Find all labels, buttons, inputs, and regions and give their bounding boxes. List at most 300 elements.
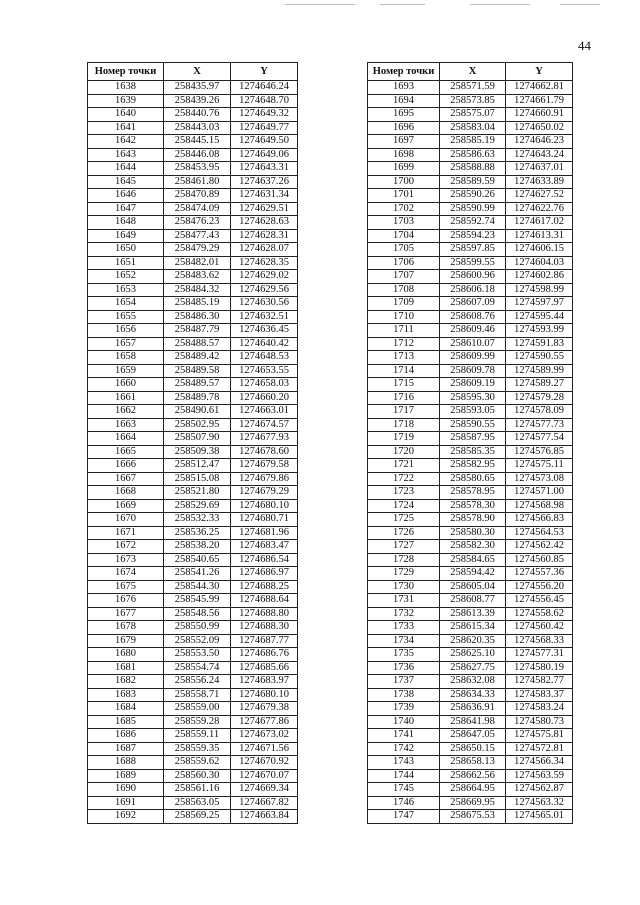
- table-row: [368, 526, 573, 540]
- table-row: [368, 702, 573, 716]
- table-row: [368, 243, 573, 257]
- table-row: [88, 580, 298, 594]
- y-coordinate-cell: 1274593.99: [506, 324, 573, 338]
- table-row: [368, 283, 573, 297]
- table-header-row: [368, 63, 573, 81]
- x-coordinate-cell: 258590.99: [440, 202, 506, 216]
- table-row: [88, 486, 298, 500]
- point-number-cell: 1649: [88, 229, 164, 243]
- x-coordinate-cell: 258488.57: [164, 337, 231, 351]
- point-number-cell: 1678: [88, 621, 164, 635]
- y-coordinate-cell: 1274663.84: [231, 810, 298, 824]
- table-row: [368, 621, 573, 635]
- y-coordinate-cell: 1274686.97: [231, 567, 298, 581]
- table-row: [88, 702, 298, 716]
- table-row: [368, 94, 573, 108]
- point-number-cell: 1740: [368, 715, 440, 729]
- y-coordinate-cell: 1274577.54: [506, 432, 573, 446]
- y-coordinate-cell: 1274578.09: [506, 405, 573, 419]
- x-coordinate-cell: 258585.35: [440, 445, 506, 459]
- y-coordinate-cell: 1274646.23: [506, 135, 573, 149]
- y-coordinate-cell: 1274622.76: [506, 202, 573, 216]
- x-coordinate-cell: 258560.30: [164, 769, 231, 783]
- y-coordinate-cell: 1274678.60: [231, 445, 298, 459]
- y-coordinate-cell: 1274633.89: [506, 175, 573, 189]
- point-number-cell: 1674: [88, 567, 164, 581]
- point-number-cell: 1667: [88, 472, 164, 486]
- point-number-cell: 1704: [368, 229, 440, 243]
- table-row: [88, 499, 298, 513]
- y-coordinate-cell: 1274680.10: [231, 688, 298, 702]
- x-coordinate-cell: 258502.95: [164, 418, 231, 432]
- table-row: [368, 648, 573, 662]
- point-number-cell: 1730: [368, 580, 440, 594]
- y-coordinate-cell: 1274568.98: [506, 499, 573, 513]
- x-coordinate-cell: 258538.20: [164, 540, 231, 554]
- x-coordinate-cell: 258594.23: [440, 229, 506, 243]
- y-coordinate-cell: 1274557.36: [506, 567, 573, 581]
- table-row: [368, 81, 573, 95]
- table-row: [88, 256, 298, 270]
- x-coordinate-cell: 258608.76: [440, 310, 506, 324]
- y-coordinate-cell: 1274576.85: [506, 445, 573, 459]
- x-coordinate-cell: 258586.63: [440, 148, 506, 162]
- y-coordinate-cell: 1274560.42: [506, 621, 573, 635]
- table-row: [368, 148, 573, 162]
- y-coordinate-cell: 1274602.86: [506, 270, 573, 284]
- table-row: [88, 378, 298, 392]
- point-number-cell: 1640: [88, 108, 164, 122]
- y-coordinate-cell: 1274562.42: [506, 540, 573, 554]
- x-coordinate-cell: 258592.74: [440, 216, 506, 230]
- table-row: [88, 405, 298, 419]
- y-coordinate-cell: 1274556.20: [506, 580, 573, 594]
- point-number-cell: 1695: [368, 108, 440, 122]
- y-coordinate-cell: 1274583.37: [506, 688, 573, 702]
- x-coordinate-cell: 258600.96: [440, 270, 506, 284]
- y-coordinate-cell: 1274669.34: [231, 783, 298, 797]
- table-row: [88, 648, 298, 662]
- y-coordinate-cell: 1274670.92: [231, 756, 298, 770]
- table-row: [368, 499, 573, 513]
- y-coordinate-cell: 1274683.47: [231, 540, 298, 554]
- table-row: [368, 729, 573, 743]
- coordinates-table-right: [367, 62, 573, 824]
- y-coordinate-cell: 1274649.77: [231, 121, 298, 135]
- table-row: [368, 162, 573, 176]
- x-coordinate-cell: 258615.34: [440, 621, 506, 635]
- x-coordinate-cell: 258585.19: [440, 135, 506, 149]
- table-row: [88, 432, 298, 446]
- point-number-cell: 1744: [368, 769, 440, 783]
- table-row: [88, 81, 298, 95]
- table-header-row: [88, 63, 298, 81]
- header-x: X: [164, 63, 231, 81]
- table-row: [368, 202, 573, 216]
- y-coordinate-cell: 1274637.26: [231, 175, 298, 189]
- x-coordinate-cell: 258569.25: [164, 810, 231, 824]
- table-row: [368, 756, 573, 770]
- table-row: [88, 270, 298, 284]
- y-coordinate-cell: 1274677.86: [231, 715, 298, 729]
- header-point-number: Номер точки: [368, 63, 440, 81]
- table-row: [368, 175, 573, 189]
- table-row: [368, 540, 573, 554]
- point-number-cell: 1746: [368, 796, 440, 810]
- point-number-cell: 1645: [88, 175, 164, 189]
- table-row: [368, 351, 573, 365]
- x-coordinate-cell: 258553.50: [164, 648, 231, 662]
- point-number-cell: 1700: [368, 175, 440, 189]
- table-row: [368, 688, 573, 702]
- y-coordinate-cell: 1274582.77: [506, 675, 573, 689]
- point-number-cell: 1655: [88, 310, 164, 324]
- x-coordinate-cell: 258453.95: [164, 162, 231, 176]
- point-number-cell: 1694: [368, 94, 440, 108]
- x-coordinate-cell: 258608.77: [440, 594, 506, 608]
- y-coordinate-cell: 1274636.45: [231, 324, 298, 338]
- y-coordinate-cell: 1274606.15: [506, 243, 573, 257]
- point-number-cell: 1686: [88, 729, 164, 743]
- x-coordinate-cell: 258487.79: [164, 324, 231, 338]
- y-coordinate-cell: 1274637.01: [506, 162, 573, 176]
- y-coordinate-cell: 1274648.70: [231, 94, 298, 108]
- x-coordinate-cell: 258594.42: [440, 567, 506, 581]
- table-row: [368, 634, 573, 648]
- y-coordinate-cell: 1274595.44: [506, 310, 573, 324]
- x-coordinate-cell: 258580.30: [440, 526, 506, 540]
- table-row: [368, 432, 573, 446]
- y-coordinate-cell: 1274613.31: [506, 229, 573, 243]
- y-coordinate-cell: 1274628.31: [231, 229, 298, 243]
- y-coordinate-cell: 1274563.32: [506, 796, 573, 810]
- y-coordinate-cell: 1274653.55: [231, 364, 298, 378]
- point-number-cell: 1723: [368, 486, 440, 500]
- y-coordinate-cell: 1274688.30: [231, 621, 298, 635]
- point-number-cell: 1652: [88, 270, 164, 284]
- point-number-cell: 1690: [88, 783, 164, 797]
- point-number-cell: 1647: [88, 202, 164, 216]
- table-row: [88, 594, 298, 608]
- point-number-cell: 1728: [368, 553, 440, 567]
- point-number-cell: 1722: [368, 472, 440, 486]
- x-coordinate-cell: 258532.33: [164, 513, 231, 527]
- x-coordinate-cell: 258561.16: [164, 783, 231, 797]
- x-coordinate-cell: 258485.19: [164, 297, 231, 311]
- y-coordinate-cell: 1274628.07: [231, 243, 298, 257]
- point-number-cell: 1662: [88, 405, 164, 419]
- x-coordinate-cell: 258590.26: [440, 189, 506, 203]
- x-coordinate-cell: 258461.80: [164, 175, 231, 189]
- x-coordinate-cell: 258544.30: [164, 580, 231, 594]
- point-number-cell: 1702: [368, 202, 440, 216]
- table-row: [88, 688, 298, 702]
- table-row: [368, 553, 573, 567]
- table-row: [368, 472, 573, 486]
- y-coordinate-cell: 1274649.06: [231, 148, 298, 162]
- x-coordinate-cell: 258540.65: [164, 553, 231, 567]
- point-number-cell: 1735: [368, 648, 440, 662]
- x-coordinate-cell: 258536.25: [164, 526, 231, 540]
- x-coordinate-cell: 258529.69: [164, 499, 231, 513]
- point-number-cell: 1661: [88, 391, 164, 405]
- table-row: [88, 769, 298, 783]
- scan-artifact-line: [560, 4, 600, 5]
- x-coordinate-cell: 258588.88: [440, 162, 506, 176]
- x-coordinate-cell: 258625.10: [440, 648, 506, 662]
- x-coordinate-cell: 258607.09: [440, 297, 506, 311]
- y-coordinate-cell: 1274628.63: [231, 216, 298, 230]
- table-row: [368, 270, 573, 284]
- y-coordinate-cell: 1274589.27: [506, 378, 573, 392]
- x-coordinate-cell: 258589.59: [440, 175, 506, 189]
- table-row: [368, 297, 573, 311]
- y-coordinate-cell: 1274660.91: [506, 108, 573, 122]
- y-coordinate-cell: 1274640.42: [231, 337, 298, 351]
- point-number-cell: 1641: [88, 121, 164, 135]
- table-row: [368, 796, 573, 810]
- point-number-cell: 1696: [368, 121, 440, 135]
- point-number-cell: 1712: [368, 337, 440, 351]
- y-coordinate-cell: 1274632.51: [231, 310, 298, 324]
- table-row: [88, 810, 298, 824]
- x-coordinate-cell: 258573.85: [440, 94, 506, 108]
- table-row: [368, 405, 573, 419]
- point-number-cell: 1677: [88, 607, 164, 621]
- point-number-cell: 1724: [368, 499, 440, 513]
- x-coordinate-cell: 258545.99: [164, 594, 231, 608]
- y-coordinate-cell: 1274649.32: [231, 108, 298, 122]
- table-row: [368, 256, 573, 270]
- table-row: [88, 121, 298, 135]
- point-number-cell: 1720: [368, 445, 440, 459]
- y-coordinate-cell: 1274688.25: [231, 580, 298, 594]
- table-row: [88, 216, 298, 230]
- table-row: [368, 310, 573, 324]
- y-coordinate-cell: 1274688.64: [231, 594, 298, 608]
- y-coordinate-cell: 1274580.73: [506, 715, 573, 729]
- y-coordinate-cell: 1274617.02: [506, 216, 573, 230]
- y-coordinate-cell: 1274674.57: [231, 418, 298, 432]
- y-coordinate-cell: 1274679.58: [231, 459, 298, 473]
- y-coordinate-cell: 1274686.54: [231, 553, 298, 567]
- x-coordinate-cell: 258587.95: [440, 432, 506, 446]
- x-coordinate-cell: 258559.35: [164, 742, 231, 756]
- point-number-cell: 1729: [368, 567, 440, 581]
- point-number-cell: 1664: [88, 432, 164, 446]
- point-number-cell: 1731: [368, 594, 440, 608]
- y-coordinate-cell: 1274679.38: [231, 702, 298, 716]
- y-coordinate-cell: 1274556.45: [506, 594, 573, 608]
- x-coordinate-cell: 258597.85: [440, 243, 506, 257]
- point-number-cell: 1719: [368, 432, 440, 446]
- point-number-cell: 1679: [88, 634, 164, 648]
- x-coordinate-cell: 258669.95: [440, 796, 506, 810]
- point-number-cell: 1673: [88, 553, 164, 567]
- point-number-cell: 1638: [88, 81, 164, 95]
- y-coordinate-cell: 1274661.79: [506, 94, 573, 108]
- header-point-number: Номер точки: [88, 63, 164, 81]
- x-coordinate-cell: 258439.26: [164, 94, 231, 108]
- x-coordinate-cell: 258610.07: [440, 337, 506, 351]
- x-coordinate-cell: 258575.07: [440, 108, 506, 122]
- y-coordinate-cell: 1274680.10: [231, 499, 298, 513]
- table-row: [88, 283, 298, 297]
- x-coordinate-cell: 258599.55: [440, 256, 506, 270]
- x-coordinate-cell: 258578.90: [440, 513, 506, 527]
- table-row: [88, 661, 298, 675]
- x-coordinate-cell: 258559.62: [164, 756, 231, 770]
- point-number-cell: 1743: [368, 756, 440, 770]
- point-number-cell: 1666: [88, 459, 164, 473]
- table-row: [368, 486, 573, 500]
- table-row: [368, 378, 573, 392]
- header-y: Y: [506, 63, 573, 81]
- point-number-cell: 1681: [88, 661, 164, 675]
- point-number-cell: 1688: [88, 756, 164, 770]
- x-coordinate-cell: 258476.23: [164, 216, 231, 230]
- point-number-cell: 1650: [88, 243, 164, 257]
- point-number-cell: 1642: [88, 135, 164, 149]
- y-coordinate-cell: 1274575.81: [506, 729, 573, 743]
- y-coordinate-cell: 1274670.07: [231, 769, 298, 783]
- y-coordinate-cell: 1274558.62: [506, 607, 573, 621]
- point-number-cell: 1668: [88, 486, 164, 500]
- y-coordinate-cell: 1274673.02: [231, 729, 298, 743]
- table-row: [88, 796, 298, 810]
- y-coordinate-cell: 1274583.24: [506, 702, 573, 716]
- x-coordinate-cell: 258641.98: [440, 715, 506, 729]
- y-coordinate-cell: 1274643.31: [231, 162, 298, 176]
- scan-artifact-line: [285, 4, 355, 5]
- y-coordinate-cell: 1274562.87: [506, 783, 573, 797]
- table-row: [88, 135, 298, 149]
- x-coordinate-cell: 258552.09: [164, 634, 231, 648]
- table-row: [368, 675, 573, 689]
- y-coordinate-cell: 1274646.24: [231, 81, 298, 95]
- table-row: [368, 567, 573, 581]
- y-coordinate-cell: 1274663.01: [231, 405, 298, 419]
- point-number-cell: 1714: [368, 364, 440, 378]
- point-number-cell: 1663: [88, 418, 164, 432]
- header-y: Y: [231, 63, 298, 81]
- y-coordinate-cell: 1274650.02: [506, 121, 573, 135]
- x-coordinate-cell: 258484.32: [164, 283, 231, 297]
- table-row: [88, 418, 298, 432]
- table-row: [368, 418, 573, 432]
- y-coordinate-cell: 1274629.56: [231, 283, 298, 297]
- point-number-cell: 1697: [368, 135, 440, 149]
- table-row: [368, 810, 573, 824]
- y-coordinate-cell: 1274560.85: [506, 553, 573, 567]
- x-coordinate-cell: 258606.18: [440, 283, 506, 297]
- x-coordinate-cell: 258609.99: [440, 351, 506, 365]
- point-number-cell: 1739: [368, 702, 440, 716]
- point-number-cell: 1725: [368, 513, 440, 527]
- x-coordinate-cell: 258559.11: [164, 729, 231, 743]
- table-row: [88, 189, 298, 203]
- x-coordinate-cell: 258609.19: [440, 378, 506, 392]
- y-coordinate-cell: 1274575.11: [506, 459, 573, 473]
- x-coordinate-cell: 258474.09: [164, 202, 231, 216]
- point-number-cell: 1732: [368, 607, 440, 621]
- table-row: [88, 324, 298, 338]
- point-number-cell: 1689: [88, 769, 164, 783]
- point-number-cell: 1707: [368, 270, 440, 284]
- point-number-cell: 1741: [368, 729, 440, 743]
- x-coordinate-cell: 258470.89: [164, 189, 231, 203]
- y-coordinate-cell: 1274662.81: [506, 81, 573, 95]
- table-row: [88, 459, 298, 473]
- x-coordinate-cell: 258584.65: [440, 553, 506, 567]
- point-number-cell: 1676: [88, 594, 164, 608]
- table-row: [88, 675, 298, 689]
- y-coordinate-cell: 1274679.29: [231, 486, 298, 500]
- x-coordinate-cell: 258593.05: [440, 405, 506, 419]
- table-row: [368, 121, 573, 135]
- x-coordinate-cell: 258662.56: [440, 769, 506, 783]
- x-coordinate-cell: 258582.30: [440, 540, 506, 554]
- point-number-cell: 1698: [368, 148, 440, 162]
- table-row: [88, 567, 298, 581]
- x-coordinate-cell: 258440.76: [164, 108, 231, 122]
- table-row: [368, 580, 573, 594]
- x-coordinate-cell: 258563.05: [164, 796, 231, 810]
- y-coordinate-cell: 1274688.80: [231, 607, 298, 621]
- point-number-cell: 1717: [368, 405, 440, 419]
- point-number-cell: 1639: [88, 94, 164, 108]
- y-coordinate-cell: 1274580.19: [506, 661, 573, 675]
- y-coordinate-cell: 1274680.71: [231, 513, 298, 527]
- y-coordinate-cell: 1274685.66: [231, 661, 298, 675]
- table-row: [88, 94, 298, 108]
- table-row: [88, 472, 298, 486]
- scan-artifact-line: [470, 4, 530, 5]
- table-row: [88, 364, 298, 378]
- x-coordinate-cell: 258658.13: [440, 756, 506, 770]
- y-coordinate-cell: 1274643.24: [506, 148, 573, 162]
- y-coordinate-cell: 1274660.20: [231, 391, 298, 405]
- x-coordinate-cell: 258590.55: [440, 418, 506, 432]
- x-coordinate-cell: 258634.33: [440, 688, 506, 702]
- x-coordinate-cell: 258490.61: [164, 405, 231, 419]
- point-number-cell: 1658: [88, 351, 164, 365]
- y-coordinate-cell: 1274566.34: [506, 756, 573, 770]
- point-number-cell: 1691: [88, 796, 164, 810]
- y-coordinate-cell: 1274566.83: [506, 513, 573, 527]
- table-body-right: [368, 81, 573, 824]
- x-coordinate-cell: 258580.65: [440, 472, 506, 486]
- point-number-cell: 1716: [368, 391, 440, 405]
- x-coordinate-cell: 258489.78: [164, 391, 231, 405]
- table-row: [368, 135, 573, 149]
- header-x: X: [440, 63, 506, 81]
- point-number-cell: 1705: [368, 243, 440, 257]
- point-number-cell: 1703: [368, 216, 440, 230]
- table-row: [88, 540, 298, 554]
- y-coordinate-cell: 1274563.59: [506, 769, 573, 783]
- point-number-cell: 1706: [368, 256, 440, 270]
- y-coordinate-cell: 1274604.03: [506, 256, 573, 270]
- y-coordinate-cell: 1274667.82: [231, 796, 298, 810]
- table-row: [88, 783, 298, 797]
- point-number-cell: 1685: [88, 715, 164, 729]
- x-coordinate-cell: 258583.04: [440, 121, 506, 135]
- table-row: [88, 108, 298, 122]
- point-number-cell: 1669: [88, 499, 164, 513]
- y-coordinate-cell: 1274597.97: [506, 297, 573, 311]
- point-number-cell: 1657: [88, 337, 164, 351]
